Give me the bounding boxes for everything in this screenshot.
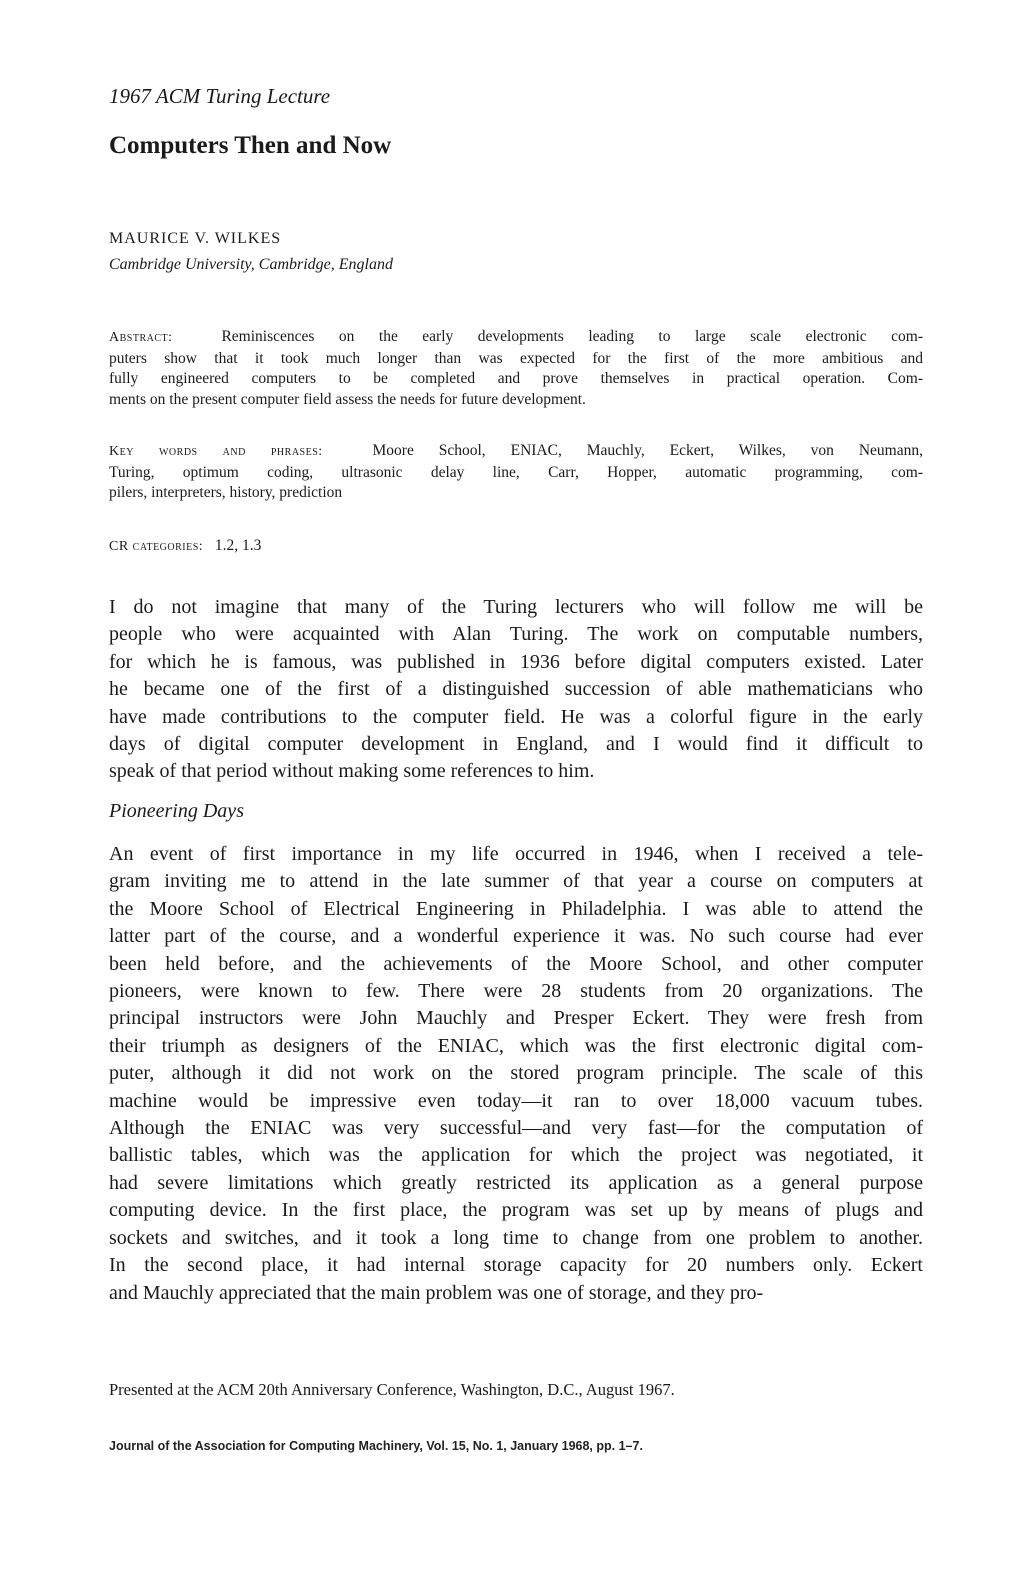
text-line: people who were acquainted with Alan Turing. The work on computable numbers, [109,623,923,646]
text-line: have made contributions to the computer field. He was a colorful figure in the early [109,705,923,728]
text-line: days of digital computer development in England, and I would find it difficult to [109,733,923,756]
abstract [109,327,923,410]
text-line: their triumph as designers of the ENIAC, which was the first electronic digital com- [109,1034,923,1057]
text-line: sockets and switches, and it took a long time to change from one problem to another. [109,1226,923,1249]
text-line: been held before, and the achievements of the Moore School, and other computer [109,952,923,975]
line-text: Reminiscences on the early developments leading to large scale electronic com- [221,328,923,345]
text-line: ballistic tables, which was the application for which the project was negotiated, it [109,1144,923,1167]
cr-value: 1.2, 1.3 [214,537,262,554]
text-line: puter, although it did not work on the stored program principle. The scale of this [109,1062,923,1085]
text-line: for which he is famous, was published in 1936 before digital computers existed. Later [109,650,923,673]
text-line: Turing, optimum coding, ultrasonic delay line, Carr, Hopper, automatic programming, com- [109,463,923,481]
text-line: speak of that period without making some references to him. [109,760,595,783]
text-line: computing device. In the first place, the program was set up by means of plugs and [109,1199,923,1222]
section-heading: Pioneering Days [109,800,244,822]
text-line: pilers, interpreters, history, prediction [109,484,343,501]
keywords [109,441,923,504]
text-line: An event of first importance in my life occurred in 1946, when I received a tele- [109,843,923,865]
text-line: machine would be impressive even today—it ran to over 18,000 vacuum tubes. [109,1089,923,1112]
text-line: fully engineered computers to be completed and prove themselves in practical operation. Com- [109,370,923,387]
text-line: pioneers, were known to few. There were 28 students from 20 organizations. The [109,980,923,1003]
cr-label: CR categories: [109,539,204,554]
text-line: gram inviting me to attend in the late summer of that year a course on computers at [109,870,923,893]
text-line: he became one of the first of a distinguished succession of able mathematicians who [109,678,923,701]
text-line: Although the ENIAC was very successful—and very fast—for the computation of [109,1117,923,1140]
paper-title: Computers Then and Now [109,132,392,159]
author-affiliation: Cambridge University, Cambridge, England [109,256,393,273]
pioneering-paragraph [109,841,923,1307]
section-label: Key words and phrases: [109,444,323,459]
text-line: the Moore School of Electrical Engineering in Philadelphia. I was able to attend the [109,897,923,920]
intro-paragraph [109,594,923,786]
text-line: principal instructors were John Mauchly and Presper Eckert. They were fresh from [109,1007,923,1030]
line-text: Moore School, ENIAC, Mauchly, Eckert, Wilkes, von Neumann, [372,442,923,459]
author-name: MAURICE V. WILKES [109,230,282,247]
lecture-series: 1967 ACM Turing Lecture [109,84,331,108]
text-line: In the second place, it had internal storage capacity for 20 numbers only. Eckert [109,1254,923,1277]
journal-citation: Journal of the Association for Computing Machinery, Vol. 15, No. 1, January 1968, pp. 1–7. [109,1439,643,1453]
text-line: puters show that it took much longer than was expected for the first of the more ambitious and [109,349,923,367]
cr-categories [109,536,923,558]
text-line [109,441,923,463]
text-line [109,327,923,349]
text-line: latter part of the course, and a wonderful experience it was. No such course had ever [109,925,923,948]
text-line: ments on the present computer field assess the needs for future development. [109,390,586,408]
section-label: Abstract: [109,330,173,345]
text-line: I do not imagine that many of the Turing lecturers who will follow me will be [109,596,923,618]
text-line: had severe limitations which greatly restricted its application as a general purpose [109,1171,923,1194]
presentation-footnote: Presented at the ACM 20th Anniversary Conference, Washington, D.C., August 1967. [109,1380,675,1399]
text-line: and Mauchly appreciated that the main problem was one of storage, and they pro- [109,1281,764,1304]
